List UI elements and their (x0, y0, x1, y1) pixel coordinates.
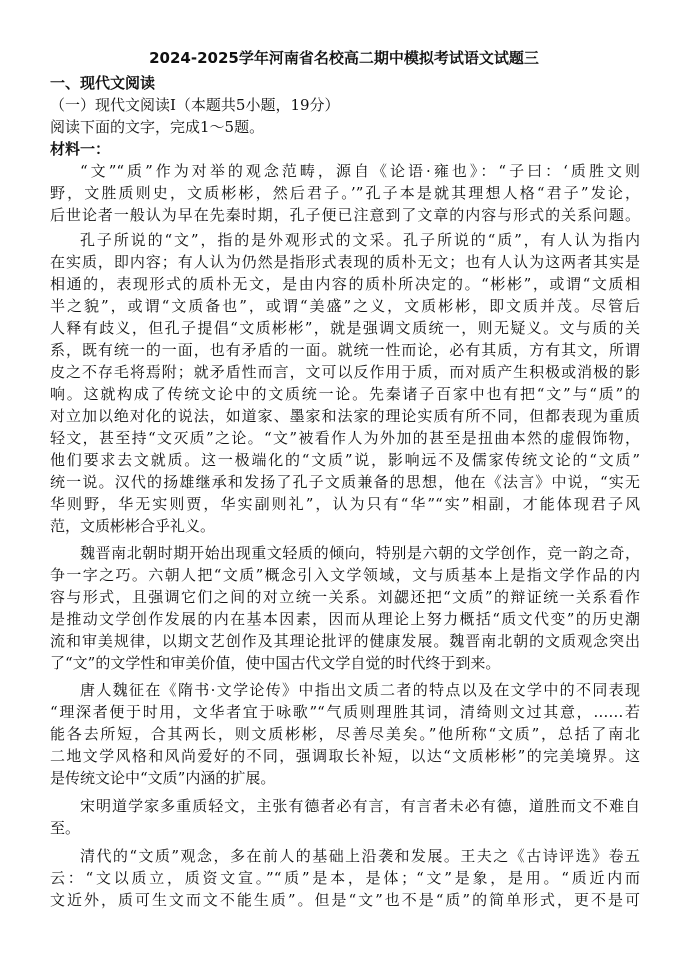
text-line: 争一字之巧。六朝人把“文质”概念引入文学领域，文与质基本上是指文学作品的内 (50, 566, 640, 584)
section-heading: 一、现代文阅读 (50, 74, 156, 92)
text-line: 相通的，表现形式的质朴无文，是由内容的质朴所决定的。“彬彬”，或谓“文质相 (50, 275, 640, 293)
text-line: “理深者便于时用，文华者宜于咏歌”“气质则理胜其词，清绮则文过其意，……若 (50, 703, 640, 721)
material-label: 材料一： (50, 140, 111, 158)
text-line: 后世论者一般认为早在先秦时期，孔子便已注意到了文章的内容与形式的关系问题。 (50, 206, 640, 224)
text-line: 他们要求去文就质。这一极端化的“文质”说，影响远不及儒家传统文论的“文质” (50, 451, 640, 469)
subsection-heading: （一）现代文阅读Ⅰ（本题共5小题，19分） (50, 96, 340, 114)
text-line: 对立加以绝对化的说法，如道家、墨家和法家的理论实质有所不同，但都表现为重质 (50, 407, 640, 425)
text-line: 清代的“文质”观念，多在前人的基础上沿袭和发展。王夫之《古诗评选》卷五 (80, 847, 640, 865)
reading-instruction: 阅读下面的文字，完成1～5题。 (50, 118, 265, 136)
text-line: 二地文学风格和风尚爱好的不同，强调取长补短，以达“文质彬彬”的完美境界。这 (50, 747, 640, 765)
text-line: 是传统文论中“文质”内涵的扩展。 (50, 769, 276, 787)
text-line: 宋明道学家多重质轻文，主张有德者必有言，有言者未必有德，道胜而文不难自 (80, 797, 640, 815)
exam-title: 2024-2025学年河南省名校高二期中模拟考试语文试题三 (149, 49, 539, 67)
text-line: 范，文质彬彬合乎礼义。 (50, 517, 216, 535)
text-line: 唐人魏征在《隋书·文学论传》中指出文质二者的特点以及在文学中的不同表现 (80, 681, 640, 699)
text-line: 魏晋南北朝时期开始出现重文轻质的倾向，特别是六朝的文学创作，竞一韵之奇， (80, 544, 640, 562)
text-line: 在实质，即内容；有人认为仍然是指形式表现的质朴无文；也有人认为这两者其实是 (50, 253, 640, 271)
text-line: 是推动文学创作发展的内在基本因素，因而从理论上努力概括“质文代变”的历史潮 (50, 610, 640, 628)
text-line: 至。 (50, 819, 81, 837)
text-line: 响。这就构成了传统文论中的文质统一论。先秦诸子百家中也有把“文”与“质”的 (50, 385, 640, 403)
text-line: 华则野，华无实则贾，华实副则礼”，认为只有“华”“实”相副，才能体现君子风 (50, 495, 640, 513)
text-line: “文”“质”作为对举的观念范畴，源自《论语·雍也》：“子曰：‘质胜文则 (80, 162, 640, 180)
text-line: 统一说。汉代的扬雄继承和发扬了孔子文质兼备的思想，他在《法言》中说，“实无 (50, 473, 640, 491)
text-line: 能各去所短，合其两长，则文质彬彬，尽善尽美矣。”他所称“文质”，总括了南北 (50, 725, 640, 743)
text-line: 系，既有统一的一面，也有矛盾的一面。就统一性而论，必有其质，方有其文，所谓 (50, 341, 640, 359)
text-line: 容与形式，且强调它们之间的对立统一关系。刘勰还把“文质”的辩证统一关系看作 (50, 588, 640, 606)
text-line: 云：“文以质立，质资文宣。”“质”是本，是体；“文”是象，是用。“质近内而 (50, 869, 640, 887)
text-line: 文近外，质可生文而文不能生质”。但是“文”也不是“质”的简单形式，更不是可 (50, 891, 640, 909)
text-line: 了“文”的文学性和审美价值，使中国古代文学自觉的时代终于到来。 (50, 654, 501, 672)
text-line: 皮之不存毛将焉附；就矛盾性而言，文可以反作用于质，而对质产生积极或消极的影 (50, 363, 640, 381)
text-line: 孔子所说的“文”，指的是外观形式的文采。孔子所说的“质”，有人认为指内 (80, 231, 640, 249)
text-line: 人释有歧义，但孔子提倡“文质彬彬”，就是强调文质统一，则无疑义。文与质的关 (50, 319, 640, 337)
text-line: 轻文，甚至持“文灭质”之论。“文”被看作人为外加的甚至是扭曲本然的虚假饰物， (50, 429, 640, 447)
text-line: 野，文胜质则史，文质彬彬，然后君子。’”孔子本是就其理想人格“君子”发论， (50, 184, 640, 202)
text-line: 流和审美规律，以期文艺创作及其理论批评的健康发展。魏晋南北朝的文质观念突出 (50, 632, 640, 650)
text-line: 半之貌”，或谓“文质备也”，或谓“美盛”之义，文质彬彬，即文质并茂。尽管后 (50, 297, 640, 315)
